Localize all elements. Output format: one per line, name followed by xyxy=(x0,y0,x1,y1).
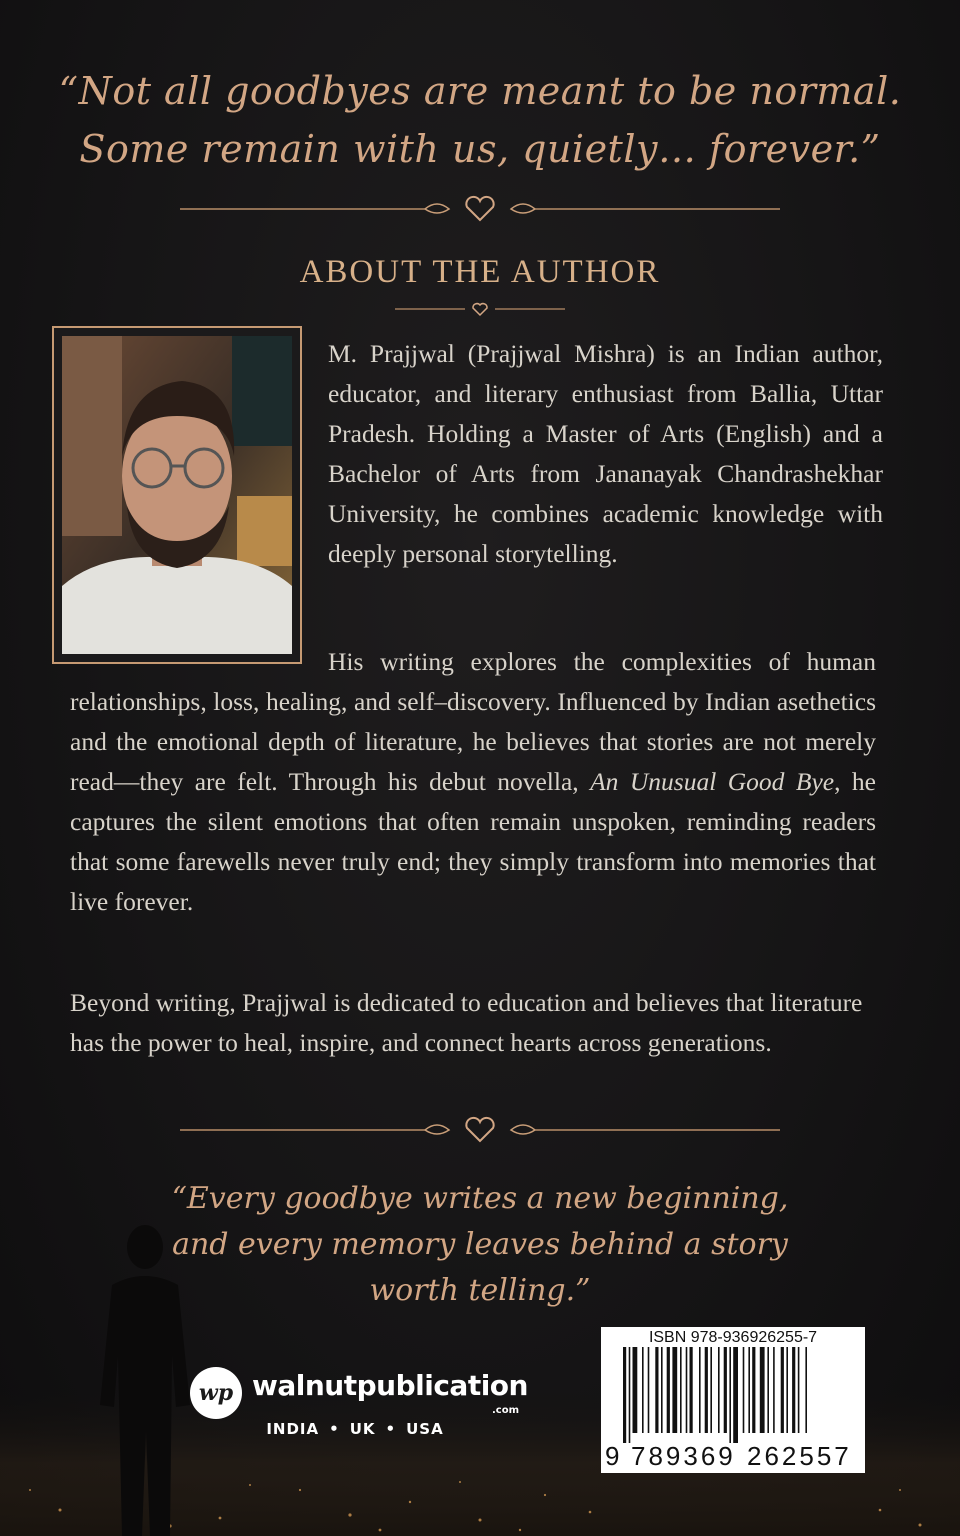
barcode-bar xyxy=(781,1347,784,1433)
barcode-bar xyxy=(773,1347,775,1433)
barcode-bar xyxy=(667,1347,670,1433)
barcode-bar xyxy=(798,1347,800,1433)
region-usa: USA xyxy=(406,1420,444,1438)
barcode-bar xyxy=(729,1347,731,1443)
bio-text-after-title: , he captures the silent emotions that often remain unspoken, reminding readers that some farewells never truly end; they simply transform into memories that live forever. xyxy=(70,767,876,916)
barcode-bar xyxy=(661,1347,663,1433)
top-quote xyxy=(0,62,960,178)
region-separator: • xyxy=(329,1420,340,1438)
author-bio-paragraph-2 xyxy=(70,642,876,922)
barcode-bar xyxy=(655,1347,658,1433)
author-bio-paragraph-3: Beyond writing, Prajjwal is dedicated to education and believes that literature has the power to heal, inspire, and connect hearts across generations. xyxy=(70,988,863,1057)
barcode-digits-right: 262557 xyxy=(747,1441,852,1471)
isbn-barcode xyxy=(601,1327,865,1473)
barcode-bar xyxy=(710,1347,712,1433)
barcode-bar xyxy=(623,1347,626,1443)
barcode-bar xyxy=(760,1347,765,1433)
barcode-bar xyxy=(752,1347,755,1433)
about-heading: ABOUT THE AUTHOR xyxy=(299,254,661,290)
barcode-bar xyxy=(690,1347,693,1433)
barcode-bars xyxy=(609,1347,857,1443)
barcode-bar xyxy=(629,1347,631,1443)
barcode-bar xyxy=(672,1347,677,1433)
publisher-regions xyxy=(190,1420,520,1438)
author-photo xyxy=(62,336,292,654)
barcode-bar xyxy=(748,1347,750,1433)
bottom-quote-line-2: and every memory leaves behind a story xyxy=(172,1227,788,1262)
barcode-bar xyxy=(705,1347,708,1433)
region-uk: UK xyxy=(349,1420,376,1438)
author-bio-paragraph-1: M. Prajjwal (Prajjwal Mishra) is an Indian author, educator, and literary enthusiast from Ballia, Uttar Pradesh. Holding a Master of Arts (English) and a Bachelor of Arts from Jananayak Chandrashekhar University, he combines academic knowledge with deeply personal storytelling. xyxy=(328,339,883,568)
barcode-digit-first: 9 xyxy=(605,1441,620,1471)
publisher-domain-suffix: .com xyxy=(492,1405,520,1416)
barcode-bar xyxy=(805,1347,807,1433)
bottom-quote-line-3: worth telling.” xyxy=(369,1273,591,1308)
bottom-quote-line-1: “Every goodbye writes a new beginning, xyxy=(171,1181,789,1216)
barcode-bar xyxy=(767,1347,769,1433)
barcode-bar xyxy=(648,1347,650,1433)
barcode-bar xyxy=(743,1347,745,1433)
region-india: INDIA xyxy=(266,1420,320,1438)
barcode-bar xyxy=(680,1347,682,1433)
barcode-bar xyxy=(792,1347,795,1433)
top-quote-line-2: Some remain with us, quietly… forever.” xyxy=(79,127,881,171)
barcode-bar xyxy=(642,1347,644,1433)
barcode-bar xyxy=(686,1347,688,1433)
publisher-name: walnutpublication xyxy=(252,1369,528,1402)
barcode-bar xyxy=(733,1347,738,1443)
bio-text-before-title: His writing explores the complexities of human relationships, loss, healing, and self–discovery. Influenced by Indian asethetics and the emotional depth of literature, he believes that stories are not merely read—they are felt. Through his debut novella, xyxy=(70,647,876,796)
barcode-bar xyxy=(699,1347,701,1433)
publisher-mark-icon: wp xyxy=(190,1367,242,1419)
author-photo-frame xyxy=(52,326,302,664)
publisher-logo xyxy=(190,1365,530,1425)
barcode-bar xyxy=(786,1347,788,1433)
barcode-bar xyxy=(718,1347,720,1433)
isbn-label: ISBN 978-936926255-7 xyxy=(648,1329,818,1346)
mini-heart-divider xyxy=(395,300,565,318)
region-separator: • xyxy=(385,1420,397,1438)
top-quote-line-1: “Not all goodbyes are meant to be normal. xyxy=(58,69,902,113)
heart-divider-bottom xyxy=(180,1115,780,1145)
barcode-digits-left: 789369 xyxy=(631,1441,736,1471)
barcode-bar xyxy=(633,1347,638,1433)
standing-figure-silhouette xyxy=(90,1215,200,1536)
barcode-bar xyxy=(724,1347,727,1433)
book-title: An Unusual Good Bye xyxy=(590,767,835,796)
heart-divider-top xyxy=(180,194,780,224)
